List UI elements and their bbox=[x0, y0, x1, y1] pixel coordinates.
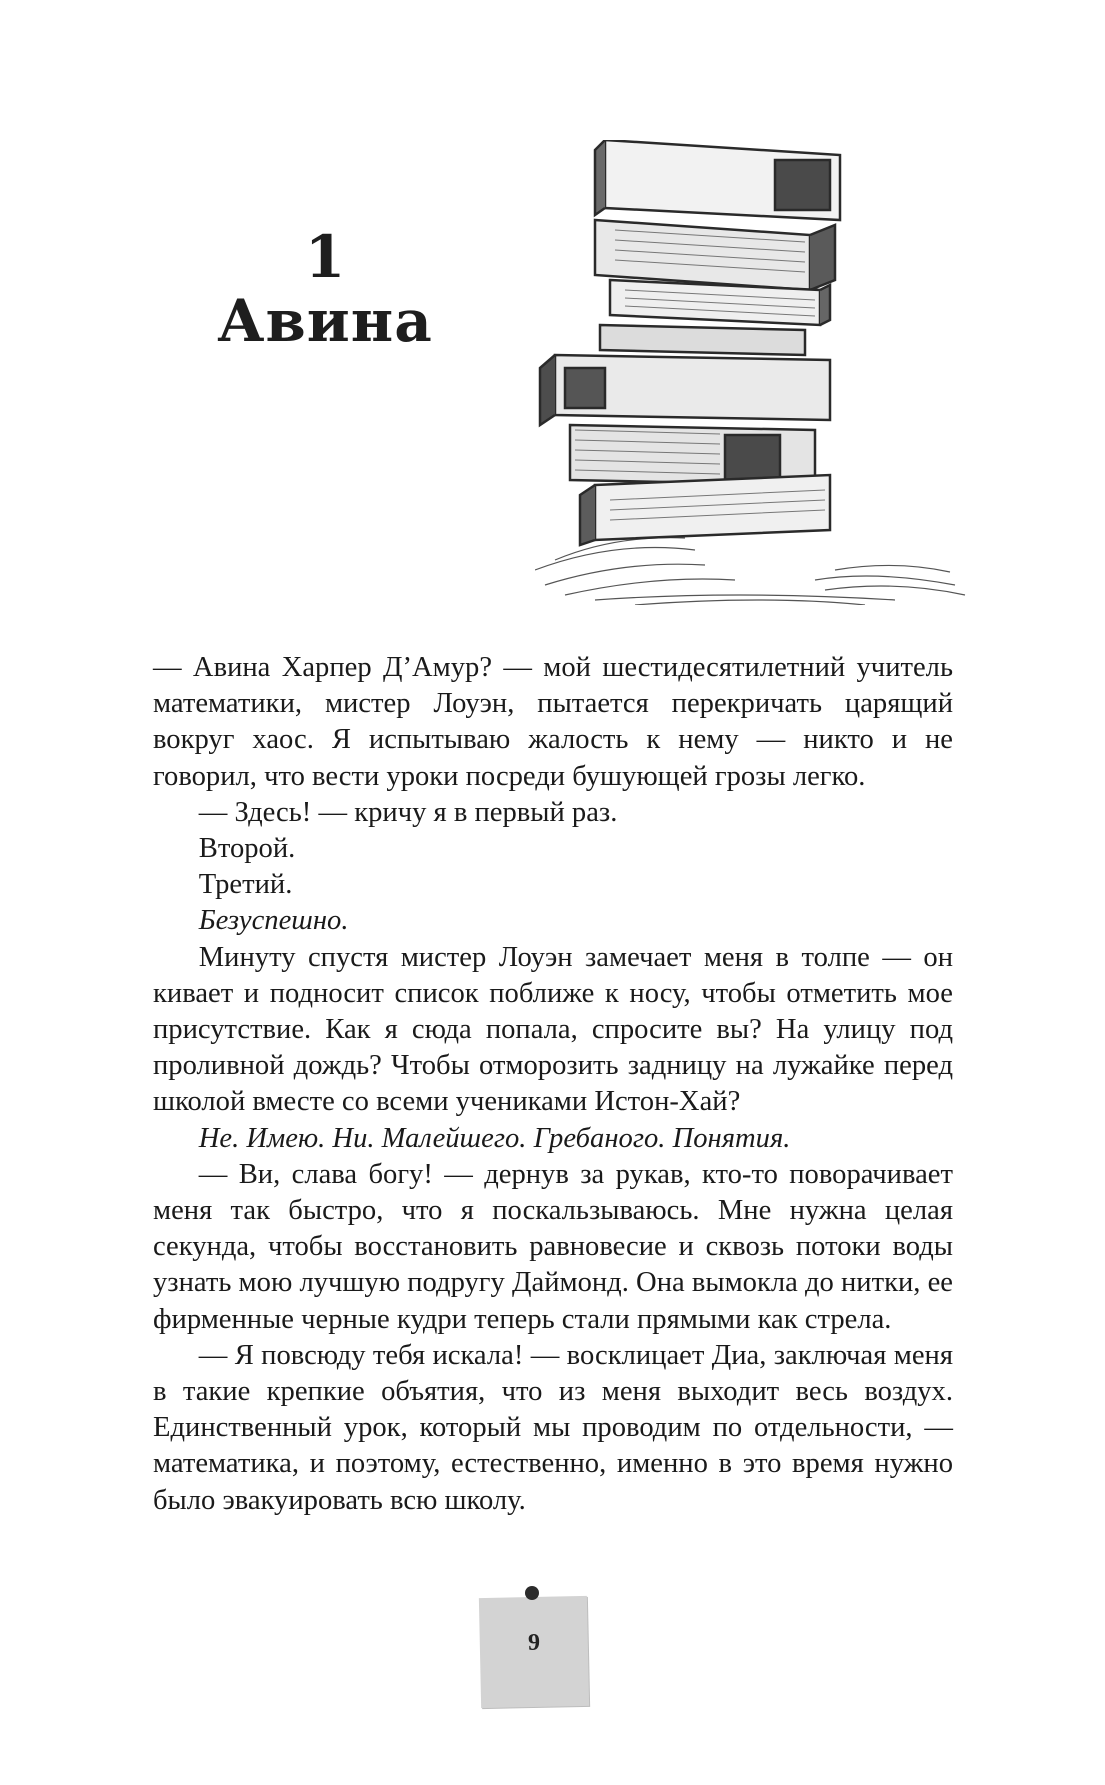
paragraph: — Авина Харпер Д’Амур? — мой шестидесятилетний учитель математики, мистер Лоуэн, пытается перекричать царящий вокруг хаос. Я испытываю жалость к нему — никто и не говорил, что вести уроки посреди бушующей грозы легко. bbox=[153, 652, 953, 792]
stack-of-books-icon bbox=[535, 140, 975, 605]
chapter-body bbox=[153, 650, 953, 1519]
paragraph: — Здесь! — кричу я в первый раз. bbox=[198, 796, 618, 828]
paragraph: Третий. bbox=[198, 869, 293, 901]
paragraph: Второй. bbox=[198, 833, 296, 865]
page-number: 9 bbox=[528, 1630, 540, 1656]
paragraph: — Я повсюду тебя искала! — восклицает Диа, заключая меня в такие крепкие объятия, что из меня выходит весь воздух. Единственный урок, который мы проводим по отдельности, — математика, и поэтому, естественно, именно в это время нужно было эвакуировать всю школу. bbox=[153, 1339, 953, 1516]
paragraph: Минуту спустя мистер Лоуэн замечает меня в толпе — он кивает и подносит список поближе к носу, чтобы отметить мое присутствие. Как я сюда попала, спросите вы? На улицу под проливной дождь? Чтобы отморозить задницу на лужайке перед школой вместе со всеми учениками Истон-Хай? bbox=[153, 941, 953, 1118]
pin-icon bbox=[525, 1586, 539, 1600]
paragraph: — Ви, слава богу! — дернув за рукав, кто-то поворачивает меня так быстро, что я поскальзываюсь. Мне нужна целая секунда, чтобы восстановить равновесие и сквозь потоки воды узнать мою лучшую подругу Даймонд. Она вымокла до нитки, ее фирменные черные кудри теперь стали прямыми как стрела. bbox=[153, 1158, 953, 1335]
paragraph-italic: Безуспешно. bbox=[198, 905, 349, 937]
paragraph-italic: Не. Имею. Ни. Малейшего. Гребаного. Понятия. bbox=[198, 1122, 791, 1154]
chapter-number: 1 bbox=[304, 223, 346, 291]
chapter-title: Авина bbox=[217, 287, 433, 355]
